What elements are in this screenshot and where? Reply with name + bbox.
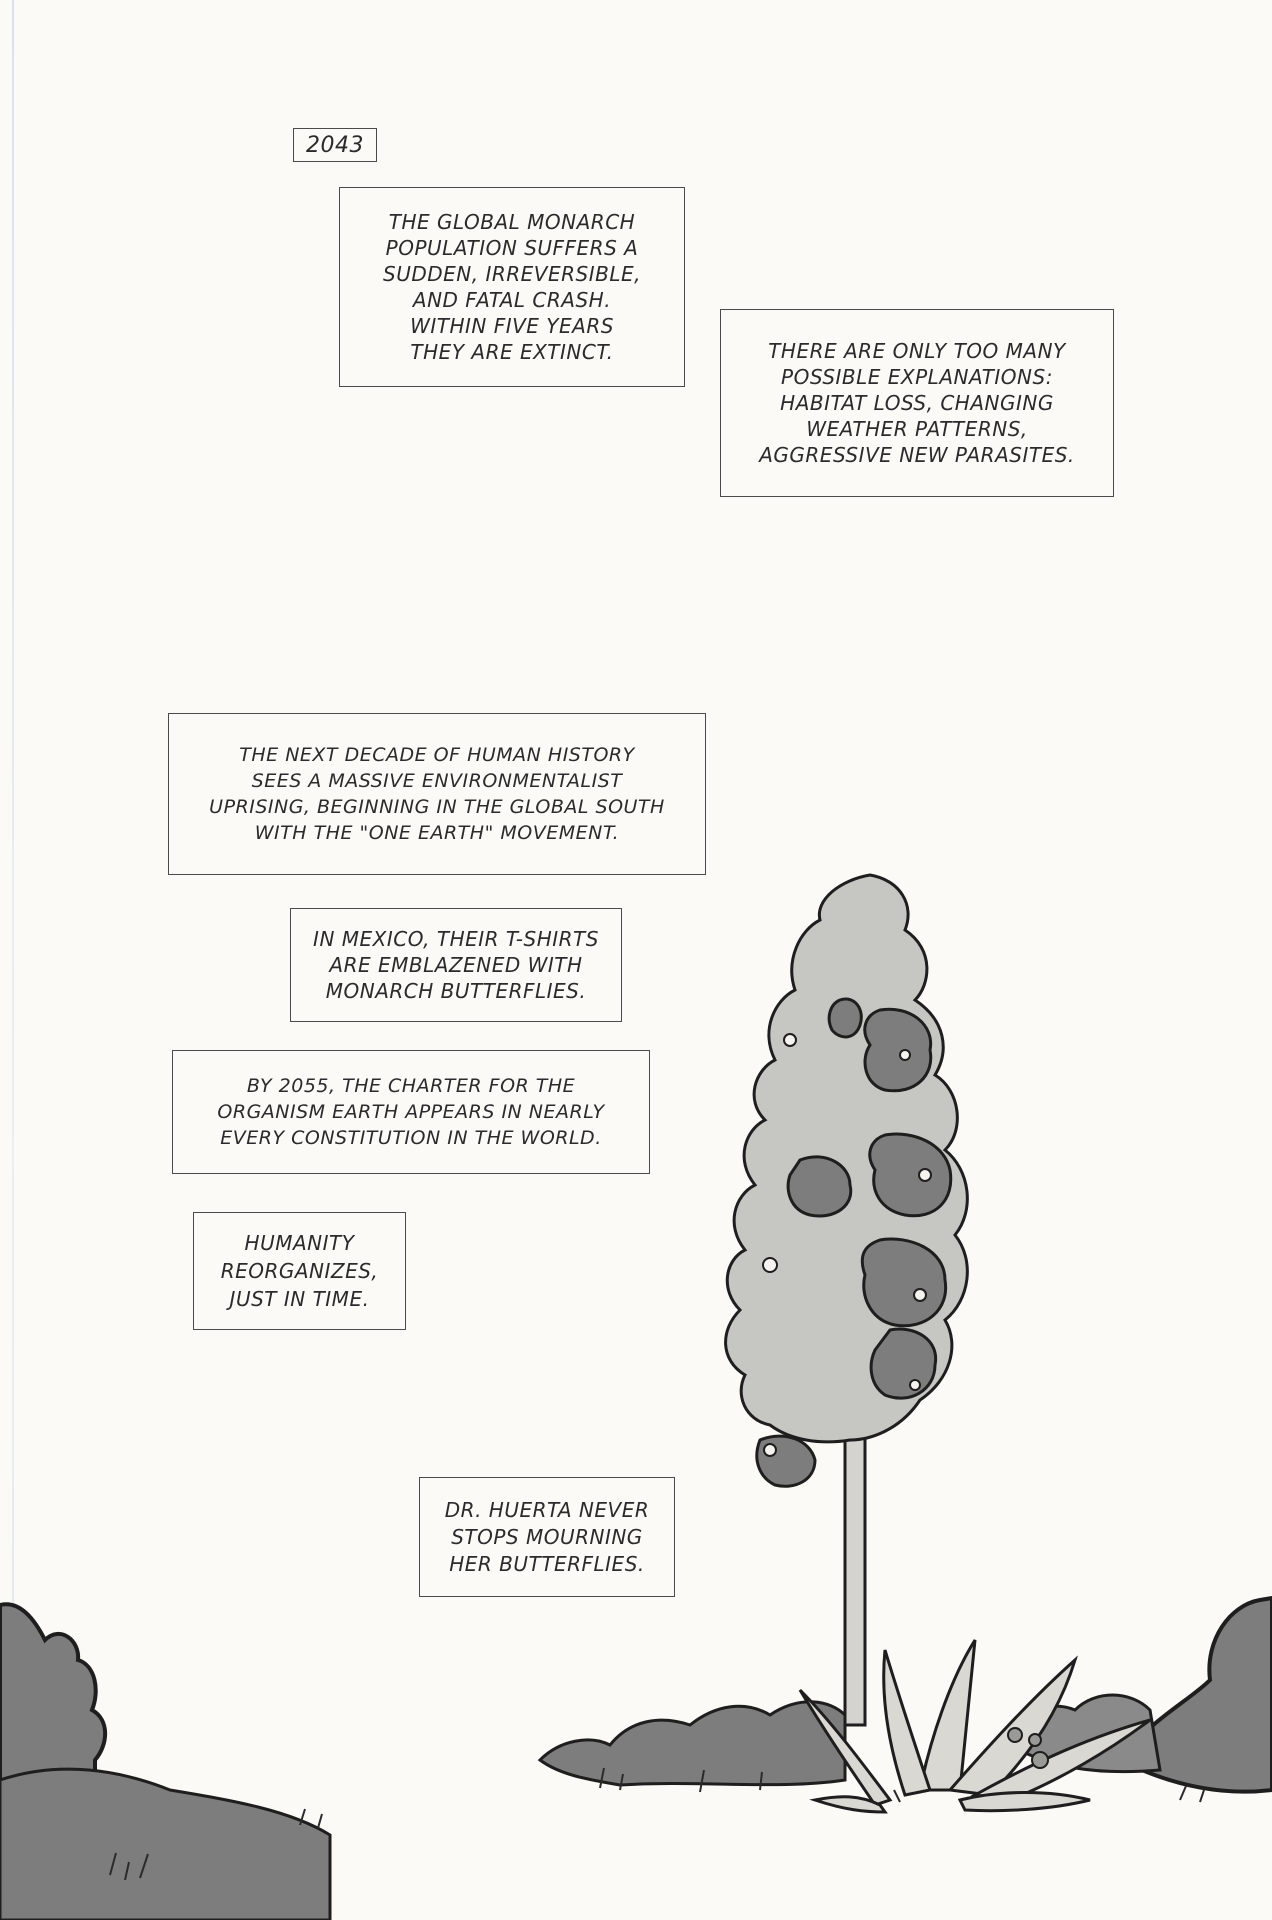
left-hill (0, 1769, 330, 1920)
caption-next-decade: THE NEXT DECADE OF HUMAN HISTORY SEES A MASSIVE ENVIRONMENTALIST UPRISING, BEGINNING IN THE GLOBAL SOUTH WITH THE "ONE EARTH" MOVEMENT. (168, 713, 706, 875)
caption-humanity: HUMANITY REORGANIZES, JUST IN TIME. (193, 1212, 406, 1330)
caption-explanations: THERE ARE ONLY TOO MANY POSSIBLE EXPLANATIONS: HABITAT LOSS, CHANGING WEATHER PATTERNS, AGGRESSIVE NEW PARASITES. (720, 309, 1114, 497)
middle-shrubs (540, 1702, 845, 1785)
caption-year: 2043 (293, 128, 377, 162)
caption-monarch-crash: THE GLOBAL MONARCH POPULATION SUFFERS A SUDDEN, IRREVERSIBLE, AND FATAL CRASH. WITHIN FIVE YEARS THEY ARE EXTINCT. (339, 187, 685, 387)
caption-mexico: IN MEXICO, THEIR T-SHIRTS ARE EMBLAZENED WITH MONARCH BUTTERFLIES. (290, 908, 622, 1022)
caption-charter: BY 2055, THE CHARTER FOR THE ORGANISM EARTH APPEARS IN NEARLY EVERY CONSTITUTION IN THE WORLD. (172, 1050, 650, 1174)
caption-dr-huerta: DR. HUERTA NEVER STOPS MOURNING HER BUTTERFLIES. (419, 1477, 675, 1597)
